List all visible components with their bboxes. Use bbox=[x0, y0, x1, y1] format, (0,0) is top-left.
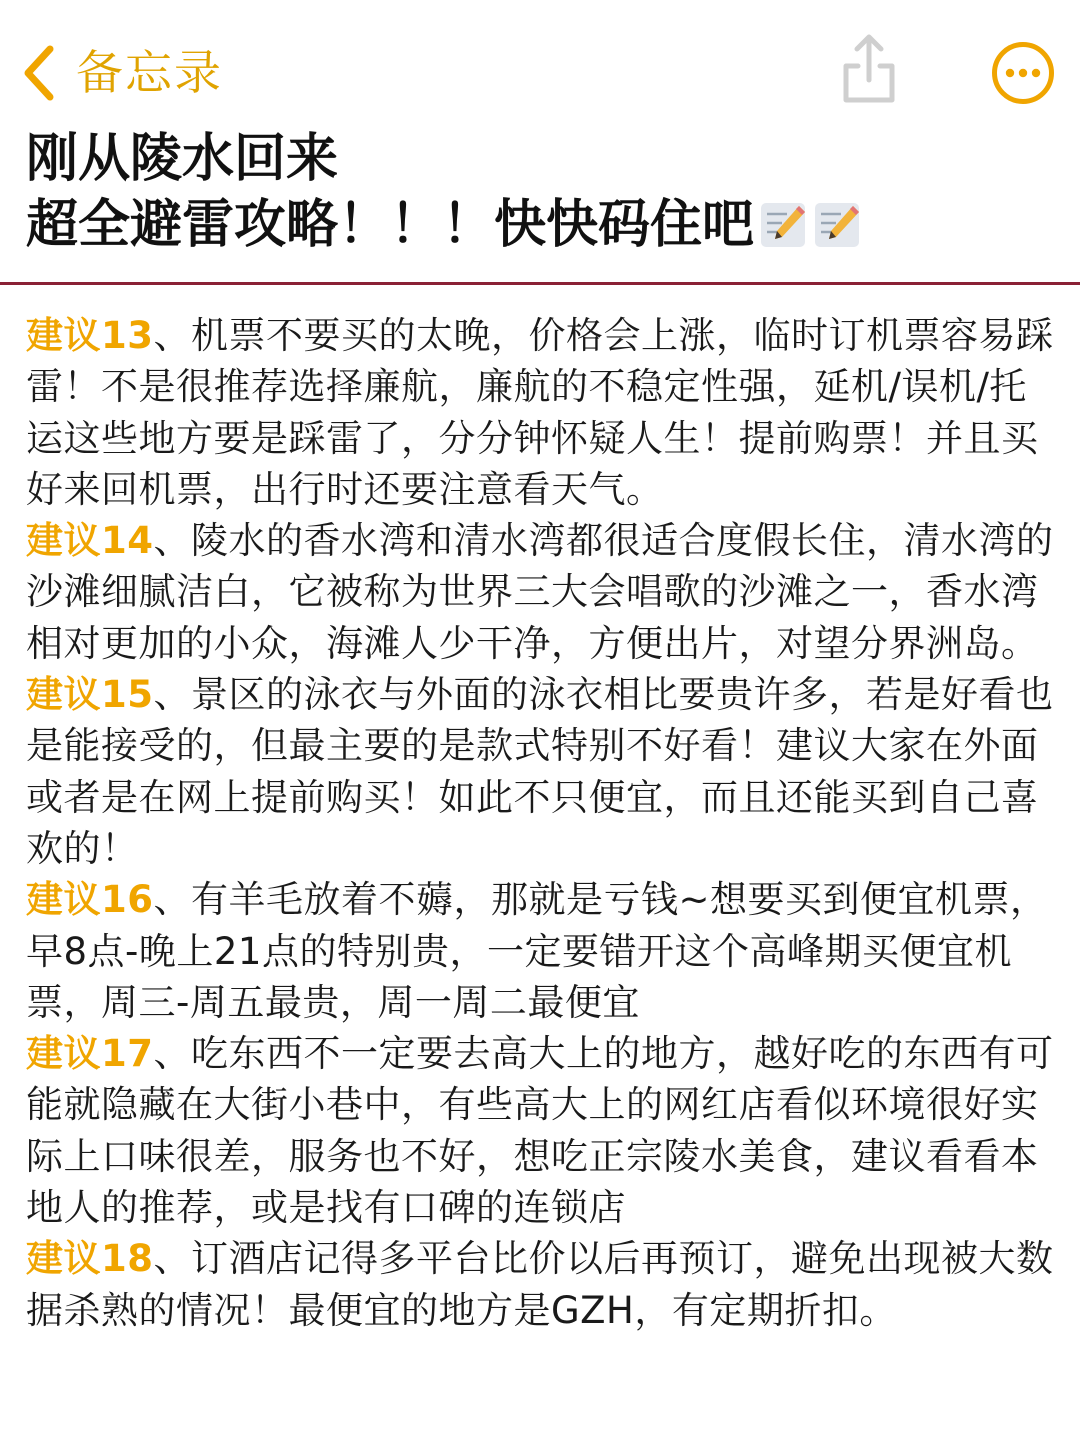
tip-text: 、订酒店记得多平台比价以后再预订，避免出现被大数据杀熟的情况！最便宜的地方是GZH，有定期折扣。 bbox=[26, 1237, 1054, 1332]
note-title bbox=[26, 126, 1066, 258]
note-body bbox=[26, 310, 1056, 1336]
tip-text: 、吃东西不一定要去高大上的地方，越好吃的东西有可能就隐藏在大街小巷中，有些高大上的网红店看似环境很好实际上口味很差，服务也不好，想吃正宗陵水美食，建议看看本地人的推荐，或是找有口碑的连锁店 bbox=[26, 1032, 1054, 1230]
share-button[interactable] bbox=[838, 30, 900, 106]
tip-item bbox=[26, 1028, 1056, 1233]
tip-label: 建议18 bbox=[26, 1237, 154, 1281]
tip-label: 建议17 bbox=[26, 1032, 154, 1076]
tip-text: 、陵水的香水湾和清水湾都很适合度假长住，清水湾的沙滩细腻洁白，它被称为世界三大会唱歌的沙滩之一，香水湾相对更加的小众，海滩人少干净，方便出片，对望分界洲岛。 bbox=[26, 519, 1054, 665]
tip-label: 建议13 bbox=[26, 314, 154, 357]
memo-pencil-icon bbox=[758, 200, 808, 250]
tip-text: 、有羊毛放着不薅，那就是亏钱~想要买到便宜机票，早8点-晚上21点的特别贵，一定要错开这个高峰期买便宜机票，周三-周五最贵，周一周二最便宜 bbox=[26, 878, 1048, 1024]
tip-label: 建议14 bbox=[26, 519, 154, 563]
tip-label: 建议15 bbox=[26, 673, 154, 717]
tip-item bbox=[26, 1233, 1056, 1336]
tip-text: 、景区的泳衣与外面的泳衣相比要贵许多，若是好看也是能接受的，但最主要的是款式特别不好看！建议大家在外面或者是在网上提前购买！如此不只便宜，而且还能买到自己喜欢的！ bbox=[26, 673, 1054, 870]
note-title-line-2-text: 超全避雷攻略！！！快快码住吧 bbox=[26, 195, 755, 255]
back-button[interactable] bbox=[20, 38, 223, 108]
tip-label: 建议16 bbox=[26, 878, 154, 922]
navigation-bar bbox=[0, 0, 1080, 130]
note-title-line-2 bbox=[26, 192, 1066, 258]
tip-item bbox=[26, 669, 1056, 874]
share-icon bbox=[838, 30, 900, 106]
more-icon bbox=[990, 40, 1056, 106]
more-options-button[interactable] bbox=[990, 40, 1056, 106]
memo-pencil-icon bbox=[812, 200, 862, 250]
tip-item bbox=[26, 874, 1056, 1028]
tip-text: 、机票不要买的太晚，价格会上涨，临时订机票容易踩雷！不是很推荐选择廉航，廉航的不稳定性强，延机/误机/托运这些地方要是踩雷了，分分钟怀疑人生！提前购票！并且买好来回机票，出行时还要注意看天气。 bbox=[26, 314, 1054, 511]
tip-item bbox=[26, 515, 1056, 669]
title-divider bbox=[0, 282, 1080, 285]
back-button-label: 备忘录 bbox=[76, 45, 223, 101]
tip-item bbox=[26, 310, 1056, 515]
note-title-line-1: 刚从陵水回来 bbox=[26, 129, 339, 189]
chevron-left-icon bbox=[20, 45, 56, 101]
